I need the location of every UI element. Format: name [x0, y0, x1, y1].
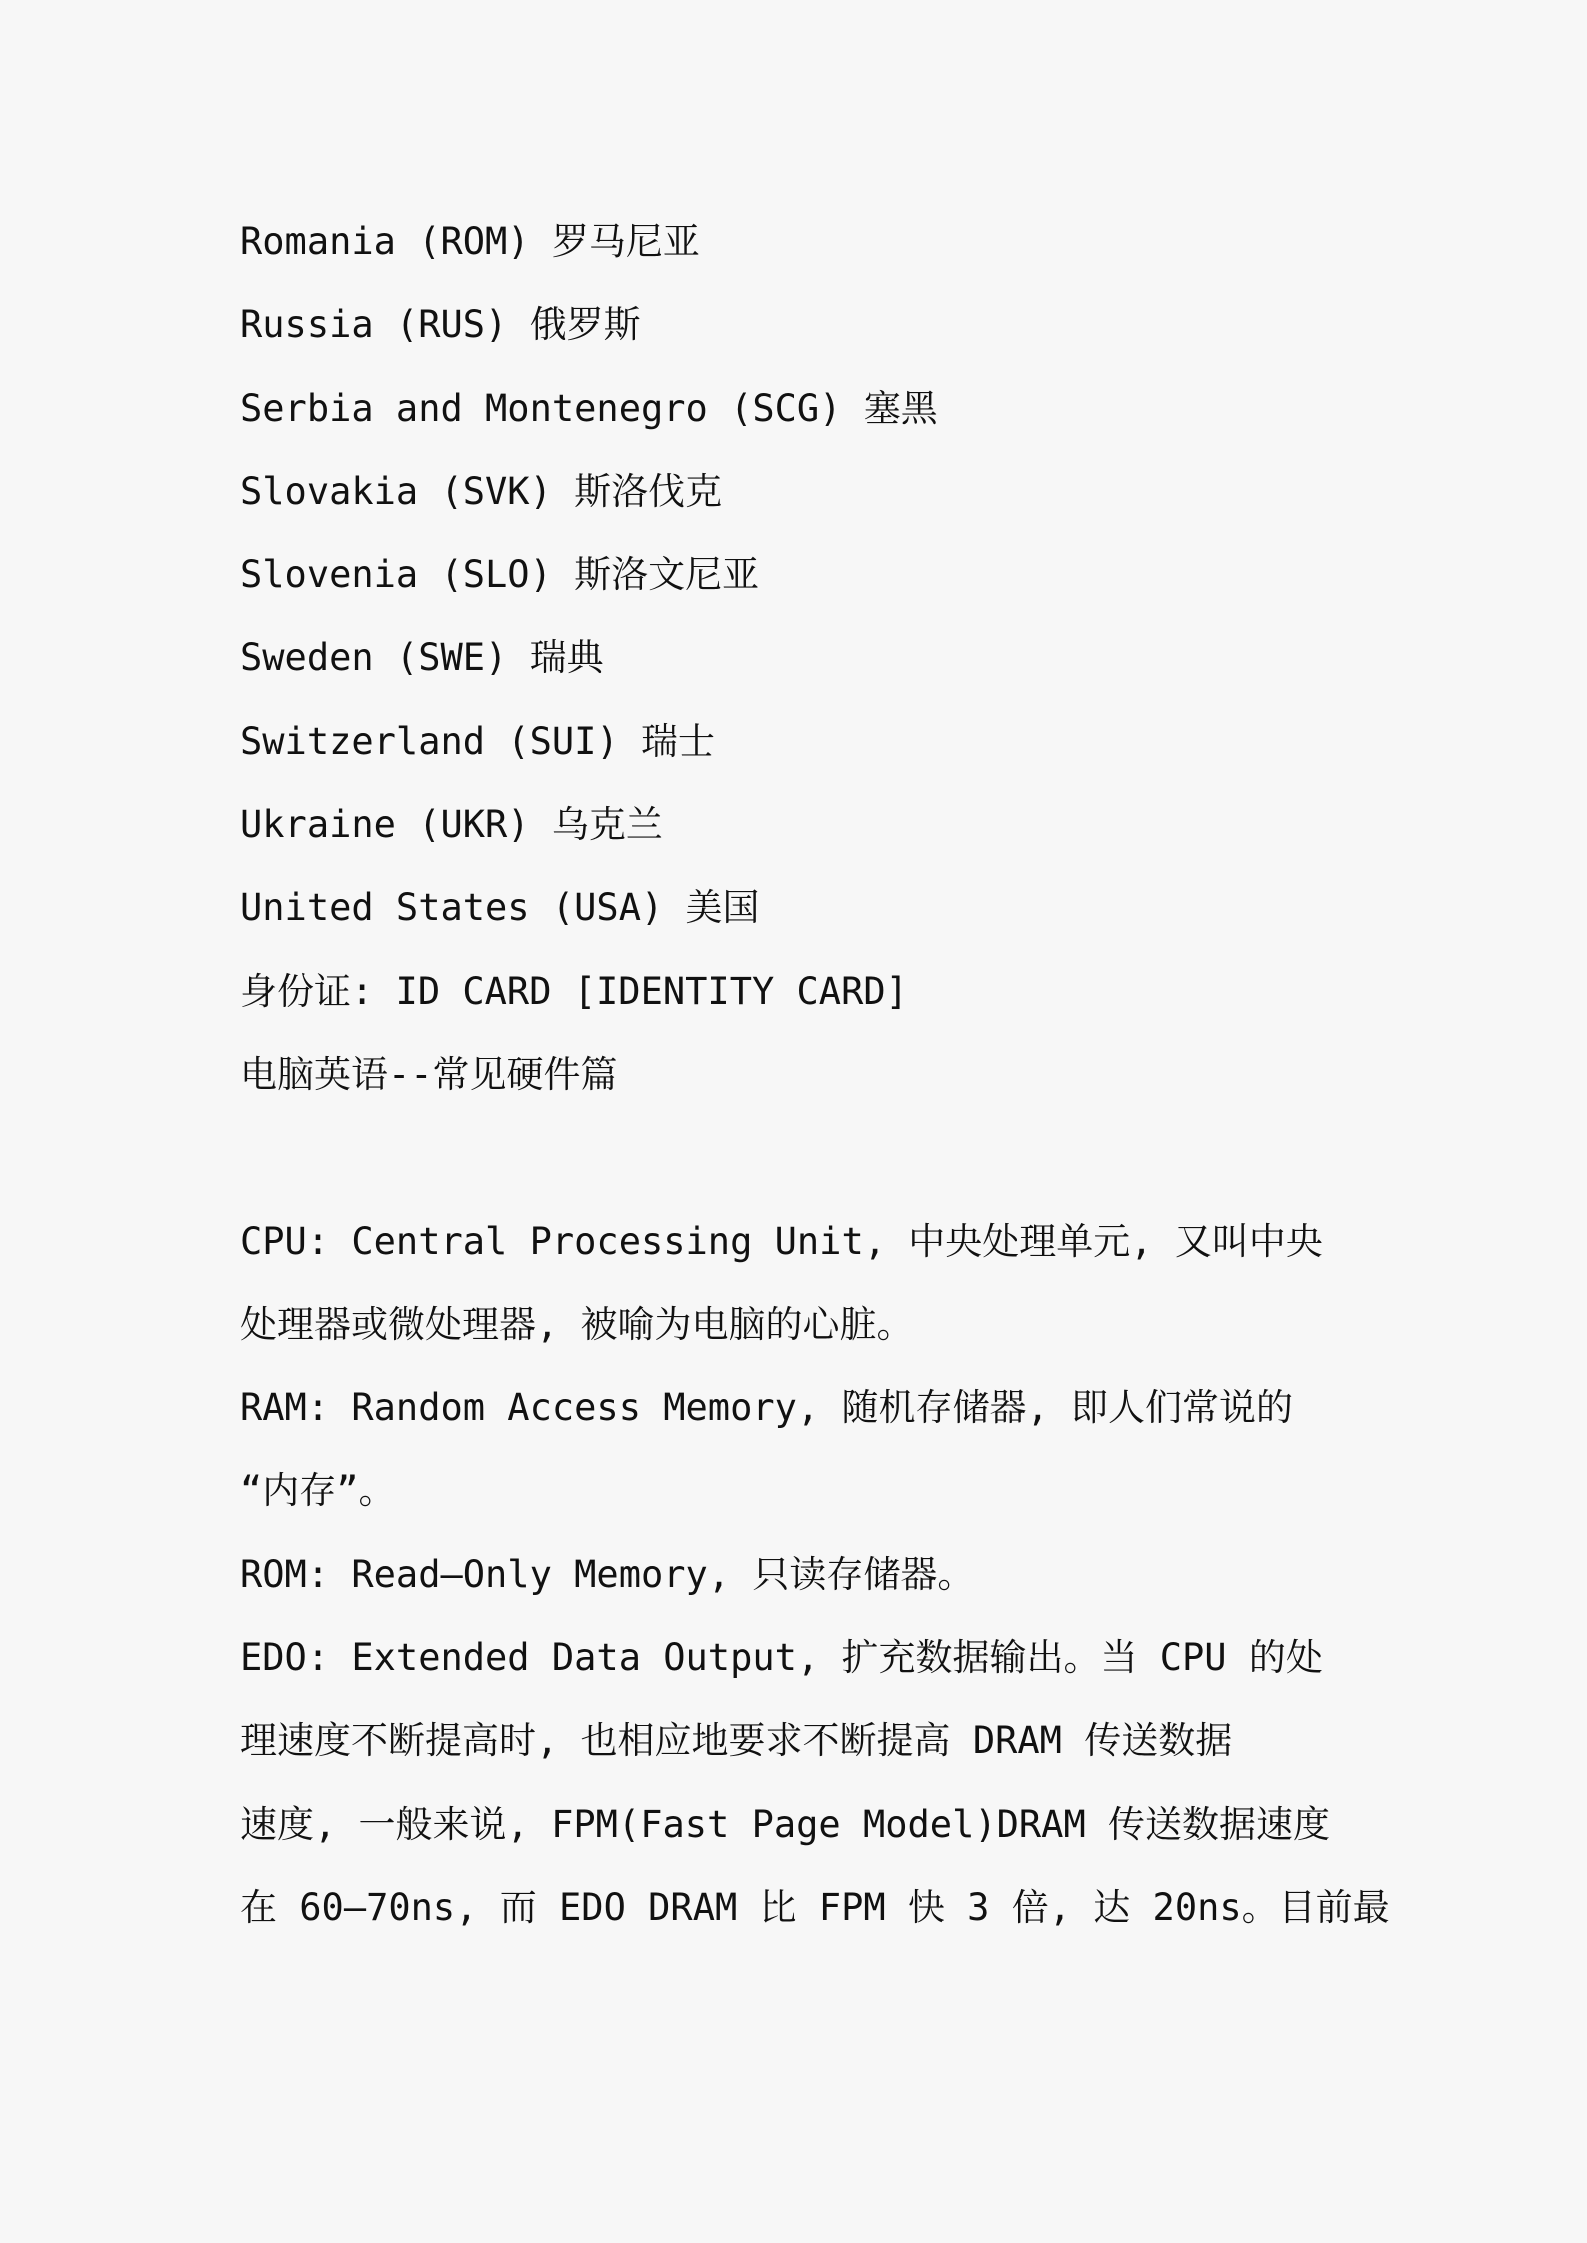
text-line: RAM: Random Access Memory, 随机存储器, 即人们常说的 — [240, 1386, 1293, 1430]
text-line: Ukraine (UKR) 乌克兰 — [240, 803, 663, 847]
text-line: Switzerland (SUI) 瑞士 — [240, 719, 715, 763]
text-line: 理速度不断提高时, 也相应地要求不断提高 DRAM 传送数据 — [240, 1719, 1233, 1763]
text-line: CPU: Central Processing Unit, 中央处理单元, 又叫中央 — [240, 1219, 1323, 1263]
text-line: Russia (RUS) 俄罗斯 — [240, 303, 641, 347]
text-line: Slovakia (SVK) 斯洛伐克 — [240, 469, 723, 513]
text-line: Romania (ROM) 罗马尼亚 — [240, 220, 700, 263]
section-heading: 电脑英语--常见硬件篇 — [240, 1052, 618, 1096]
text-line: EDO: Extended Data Output, 扩充数据输出。当 CPU 的处 — [240, 1636, 1323, 1680]
text-line: 身份证: ID CARD [IDENTITY CARD] — [240, 969, 908, 1013]
paragraph-spacer — [240, 1116, 1360, 1199]
text-line: “内存”。 — [240, 1469, 396, 1513]
text-line: 处理器或微处理器, 被喻为电脑的心脏。 — [240, 1302, 914, 1346]
text-line: Serbia and Montenegro (SCG) 塞黑 — [240, 386, 938, 430]
text-line: 速度, 一般来说, FPM(Fast Page Model)DRAM 传送数据速度 — [240, 1802, 1330, 1846]
text-line: ROM: Read—Only Memory, 只读存储器。 — [240, 1552, 975, 1596]
text-line: 在 60—70ns, 而 EDO DRAM 比 FPM 快 3 倍, 达 20ns。目前最 — [240, 1885, 1390, 1929]
text-line: Slovenia (SLO) 斯洛文尼亚 — [240, 553, 760, 597]
text-line: Sweden (SWE) 瑞典 — [240, 636, 604, 680]
document-body — [240, 200, 1390, 1949]
text-line: United States (USA) 美国 — [240, 886, 760, 930]
